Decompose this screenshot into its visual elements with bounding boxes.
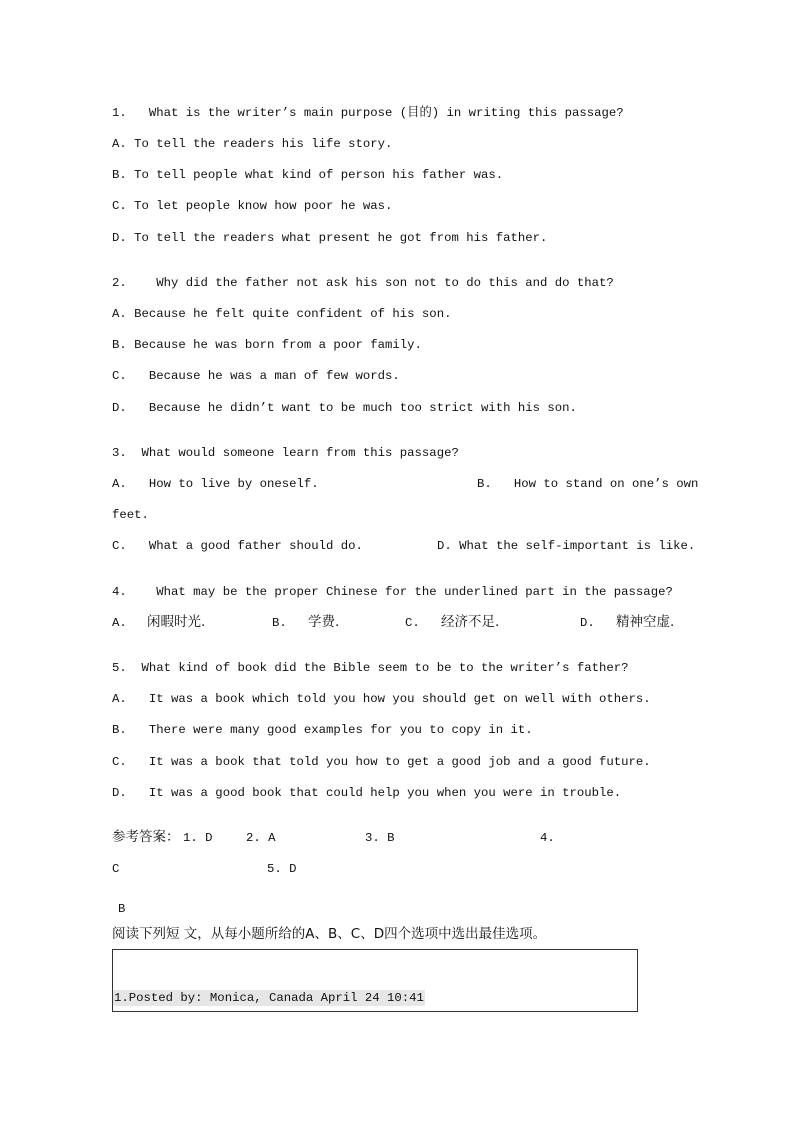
question-4-option-a-text: 闲暇时光. — [147, 614, 206, 630]
answers-label: 参考答案： — [112, 829, 180, 845]
question-4-option-b-letter: B. — [272, 616, 287, 630]
question-5-option-d: D. It was a good book that could help you when you were in trouble. — [112, 786, 622, 800]
question-3-option-d: D. What the self-important is like. — [437, 539, 696, 553]
question-3-stem: 3. What would someone learn from this passage? — [112, 446, 459, 460]
question-1-option-d: D. To tell the readers what present he got from his father. — [112, 231, 548, 245]
answer-2: 2. A — [246, 831, 276, 845]
question-4-option-d-letter: D. — [580, 616, 595, 630]
question-5-option-c: C. It was a book that told you how to get a good job and a good future. — [112, 755, 651, 769]
question-1-option-a: A. To tell the readers his life story. — [112, 137, 393, 151]
question-4-option-c-text: 经济不足. — [441, 614, 500, 630]
passage-box — [112, 949, 638, 1012]
question-5-stem: 5. What kind of book did the Bible seem to be to the writer’s father? — [112, 661, 629, 675]
question-2-option-b: B. Because he was born from a poor family. — [112, 338, 422, 352]
post-line: 1.Posted by: Monica, Canada April 24 10:41 — [114, 991, 424, 1005]
question-2-option-d: D. Because he didn’t want to be much too strict with his son. — [112, 401, 577, 415]
answer-4-label: 4. — [540, 831, 555, 845]
question-4-option-b-text: 学费. — [308, 614, 340, 630]
question-5-option-b: B. There were many good examples for you to copy in it. — [112, 723, 533, 737]
question-1-option-b: B. To tell people what kind of person his father was. — [112, 168, 504, 182]
question-1-stem: 1. What is the writer’s main purpose (目的) in writing this passage? — [112, 106, 624, 120]
question-4-option-c-letter: C. — [405, 616, 420, 630]
question-4-option-a-letter: A. — [112, 616, 127, 630]
question-3-option-c: C. What a good father should do. — [112, 539, 363, 553]
question-4-stem: 4. What may be the proper Chinese for the underlined part in the passage? — [112, 585, 673, 599]
answer-5: 5. D — [267, 862, 297, 876]
question-3-option-b: B. How to stand on one’s own — [477, 477, 699, 491]
section-letter: B — [118, 902, 126, 916]
question-5-option-a: A. It was a book which told you how you should get on well with others. — [112, 692, 651, 706]
answer-1: 1. D — [183, 831, 213, 845]
answer-3: 3. B — [365, 831, 395, 845]
question-2-option-c: C. Because he was a man of few words. — [112, 369, 400, 383]
question-1-option-c: C. To let people know how poor he was. — [112, 199, 393, 213]
question-2-option-a: A. Because he felt quite confident of his son. — [112, 307, 452, 321]
question-3-option-a: A. How to live by oneself. — [112, 477, 319, 491]
question-4-option-d-text: 精神空虚. — [616, 614, 675, 630]
answer-4-value: C — [112, 862, 120, 876]
question-2-stem: 2. Why did the father not ask his son not to do this and do that? — [112, 276, 614, 290]
question-3-option-b-wrap: feet. — [112, 508, 149, 522]
section-instruction: 阅读下列短 文，从每小题所给的A、B、C、D四个选项中选出最佳选项。 — [112, 926, 547, 942]
